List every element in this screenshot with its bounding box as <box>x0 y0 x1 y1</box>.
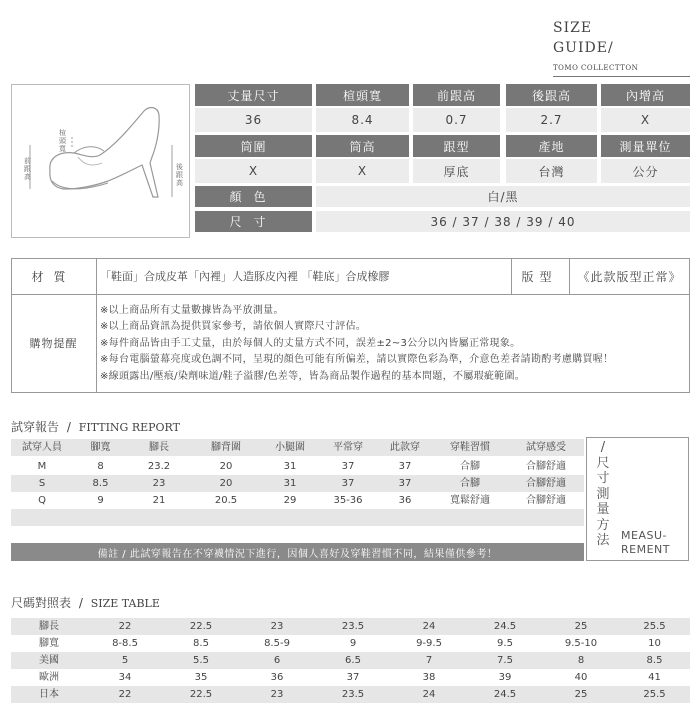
fitting-cell: 寬鬆舒適 <box>450 495 490 506</box>
spec-header-toe-width: 楦頭寬 <box>316 84 409 106</box>
spec-value-origin: 台灣 <box>506 159 597 183</box>
size-cell: 24 <box>422 621 436 632</box>
label-front-heel: 前跟高 <box>24 157 31 181</box>
measure-char: 法 <box>596 533 610 548</box>
measure-char: 測 <box>596 486 610 502</box>
spec-value-measure-size: 36 <box>195 108 312 132</box>
fitting-cell: 31 <box>283 478 297 489</box>
fitting-cell: 37 <box>341 478 355 489</box>
table-row <box>11 458 584 475</box>
table-row <box>11 475 584 492</box>
fitting-cell: S <box>38 478 46 489</box>
fitting-cell: 20 <box>219 461 233 472</box>
fitting-cell: 36 <box>398 495 412 506</box>
fitting-header-cell: 試穿感受 <box>526 442 566 453</box>
fitting-cell: 20.5 <box>214 495 238 506</box>
spec-value-size: 36 / 37 / 38 / 39 / 40 <box>316 211 690 232</box>
size-cell: 8-8.5 <box>112 638 138 649</box>
size-cell: 25 <box>574 689 588 700</box>
material-label: 材質 <box>31 269 76 284</box>
spec-header-heel-type: 跟型 <box>413 135 500 157</box>
fitting-cell: M <box>37 461 47 472</box>
size-cell: 38 <box>422 672 436 683</box>
size-cell: 23.5 <box>341 621 365 632</box>
spec-value-shaft-circ: X <box>195 159 312 183</box>
size-cell: 35 <box>194 672 208 683</box>
spec-header-front-heel: 前跟高 <box>413 84 500 106</box>
fitting-header-row <box>11 439 584 456</box>
size-cell: 22 <box>118 621 132 632</box>
fitting-header-cell: 小腿圍 <box>275 442 305 453</box>
size-cell: 22.5 <box>189 689 213 700</box>
fitting-cell: 29 <box>283 495 297 506</box>
size-cell: 5 <box>121 655 129 666</box>
fitting-title-en: FITTING REPORT <box>78 421 180 434</box>
table-row <box>11 669 690 686</box>
fitting-header-cell: 試穿人員 <box>22 442 62 453</box>
size-cell: 24.5 <box>493 621 517 632</box>
fitting-header-cell: 腳背圍 <box>211 442 241 453</box>
size-cell: 25.5 <box>643 689 666 700</box>
size-table-title-sep: / <box>78 596 83 610</box>
size-cell: 歐洲 <box>39 672 59 683</box>
size-cell: 36 <box>270 672 284 683</box>
shoe-outline-icon <box>12 85 189 237</box>
reminder-note: ※每台電腦螢幕亮度或色調不同，呈現的顏色可能有所偏差，請以實際色彩為準，介意色差者請勘酌考慮購買喔！ <box>100 354 614 366</box>
fitting-cell: 37 <box>398 461 412 472</box>
size-table-title-en: SIZE TABLE <box>90 597 160 610</box>
fit-label: 版型 <box>521 269 558 284</box>
table-row <box>11 492 584 509</box>
size-cell: 6 <box>273 655 281 666</box>
fitting-header-cell: 平常穿 <box>333 442 363 453</box>
fitting-cell: Q <box>38 495 46 506</box>
measure-char: / <box>600 440 606 455</box>
fitting-cell: 合腳 <box>460 478 480 489</box>
measurement-method-en2: REMENT <box>621 543 670 556</box>
table-row <box>11 652 690 669</box>
fitting-cell: 23 <box>152 478 166 489</box>
spec-header-color: 顏色 <box>195 186 312 207</box>
spec-value-shaft-height: X <box>316 159 409 183</box>
spec-header-shaft-height: 筒高 <box>316 135 409 157</box>
fitting-cell: 37 <box>341 461 355 472</box>
spec-header-unit: 測量單位 <box>601 135 690 157</box>
size-cell: 7 <box>425 655 433 666</box>
fitting-cell: 8 <box>97 461 104 472</box>
measurement-method-box[interactable] <box>586 437 689 561</box>
size-cell: 腳寬 <box>39 638 59 649</box>
fitting-cell: 合腳 <box>460 461 480 472</box>
table-row-empty <box>11 509 584 526</box>
reminder-note: ※每件商品皆由手工丈量，由於每個人的丈量方式不同，誤差±2~3公分以內皆屬正常現象。 <box>100 337 521 349</box>
size-cell: 6.5 <box>345 655 361 666</box>
fitting-header-cell: 穿鞋習慣 <box>450 442 490 453</box>
spec-value-heel-type: 厚底 <box>413 159 500 183</box>
size-cell: 22 <box>118 689 132 700</box>
size-cell: 8 <box>577 655 585 666</box>
size-cell: 8.5-9 <box>264 638 290 649</box>
fitting-cell: 35-36 <box>333 495 363 506</box>
fitting-note: 備註 / 此試穿報告在不穿襪情況下進行，因個人喜好及穿鞋習慣不同，結果僅供參考！ <box>11 543 584 561</box>
spec-header-inner-lift: 內增高 <box>601 84 690 106</box>
size-cell: 40 <box>574 672 588 683</box>
size-cell: 腳長 <box>39 621 59 632</box>
fitting-cell: 31 <box>283 461 297 472</box>
size-cell: 25.5 <box>643 621 666 632</box>
fitting-header-cell: 腳長 <box>149 442 169 453</box>
size-cell: 39 <box>498 672 512 683</box>
fitting-title-cn: 試穿報告 <box>11 420 60 434</box>
fitting-report-title <box>11 418 180 435</box>
reminder-note: ※線頭露出/壓痕/染劑味道/鞋子溢膠/色差等，皆為商品製作過程的基本問題，不屬瑕疵範圍。 <box>100 370 526 382</box>
size-cell: 37 <box>346 672 360 683</box>
size-table-title-cn: 尺碼對照表 <box>11 596 72 610</box>
spec-value-toe-width: 8.4 <box>316 108 409 132</box>
reminder-note: ※以上商品所有丈量數據皆為平放測量。 <box>100 305 284 316</box>
fit-value: 《此款版型正常》 <box>577 269 682 284</box>
fitting-cell: 21 <box>152 495 166 506</box>
label-back-heel: 後跟高 <box>176 163 183 187</box>
size-cell: 23.5 <box>341 689 365 700</box>
fitting-cell: 20 <box>219 478 233 489</box>
size-cell: 7.5 <box>497 655 513 666</box>
size-cell: 5.5 <box>193 655 209 666</box>
spec-value-back-heel: 2.7 <box>506 108 597 132</box>
fitting-cell: 23.2 <box>147 461 171 472</box>
spec-header-shaft-circ: 筒圍 <box>195 135 312 157</box>
shoe-diagram <box>11 84 190 238</box>
spec-value-inner-lift: X <box>601 108 690 132</box>
fitting-title-sep: / <box>66 420 71 434</box>
size-cell: 25 <box>574 621 588 632</box>
size-cell: 34 <box>118 672 132 683</box>
spec-header-measure-size: 丈量尺寸 <box>195 84 312 106</box>
fitting-cell: 合腳舒適 <box>526 478 566 489</box>
size-cell: 41 <box>648 672 661 683</box>
size-cell: 23 <box>270 621 284 632</box>
table-row <box>11 686 690 703</box>
size-table-title <box>11 594 160 611</box>
size-cell: 美國 <box>39 655 59 666</box>
size-cell: 日本 <box>39 689 59 700</box>
table-row <box>11 635 690 652</box>
fitting-cell: 合腳舒適 <box>526 461 566 472</box>
spec-value-front-heel: 0.7 <box>413 108 500 132</box>
measurement-method-cn <box>596 440 610 549</box>
fitting-header-cell: 腳寬 <box>90 442 111 453</box>
fitting-cell: 9 <box>97 495 104 506</box>
size-cell: 8.5 <box>193 638 209 649</box>
label-toe-width: 楦頭寬 <box>59 129 66 153</box>
spec-value-unit: 公分 <box>601 159 690 183</box>
brand-title-line2: GUIDE/ <box>553 40 614 56</box>
table-row <box>11 618 690 635</box>
size-cell: 10 <box>648 638 661 649</box>
material-value: 「鞋面」合成皮革「內裡」人造豚皮內裡 「鞋底」合成橡膠 <box>100 270 390 283</box>
spec-value-color: 白/黑 <box>316 186 690 207</box>
brand-divider <box>553 76 690 77</box>
size-cell: 9-9.5 <box>416 638 442 649</box>
spec-header-back-heel: 後跟高 <box>506 84 597 106</box>
fitting-cell: 37 <box>398 478 412 489</box>
measure-char: 量 <box>596 502 610 517</box>
reminder-notes <box>100 303 613 385</box>
reminder-note: ※以上商品資訊為提供買家參考，請依個人實際尺寸評估。 <box>100 321 367 333</box>
size-cell: 22.5 <box>189 621 213 632</box>
fitting-cell: 合腳舒適 <box>526 495 566 506</box>
spec-header-size: 尺寸 <box>195 211 312 232</box>
fitting-header-cell: 此款穿 <box>390 442 420 453</box>
measure-char: 寸 <box>596 471 610 486</box>
size-cell: 24.5 <box>493 689 517 700</box>
spec-header-origin: 產地 <box>506 135 597 157</box>
measure-char: 尺 <box>596 455 610 471</box>
brand-subtitle: TOMO COLLECTTON <box>553 64 639 72</box>
size-cell: 9.5-10 <box>564 638 598 649</box>
measurement-method-en1: MEASU- <box>621 529 667 542</box>
size-cell: 9.5 <box>497 638 513 649</box>
brand-title-line1: SIZE <box>553 20 593 36</box>
size-cell: 23 <box>270 689 284 700</box>
reminder-label: 購物提醒 <box>29 337 78 350</box>
size-cell: 8.5 <box>646 655 663 666</box>
size-cell: 24 <box>422 689 436 700</box>
measure-char: 方 <box>596 517 610 533</box>
size-cell: 9 <box>349 638 357 649</box>
fitting-cell: 8.5 <box>92 478 109 489</box>
